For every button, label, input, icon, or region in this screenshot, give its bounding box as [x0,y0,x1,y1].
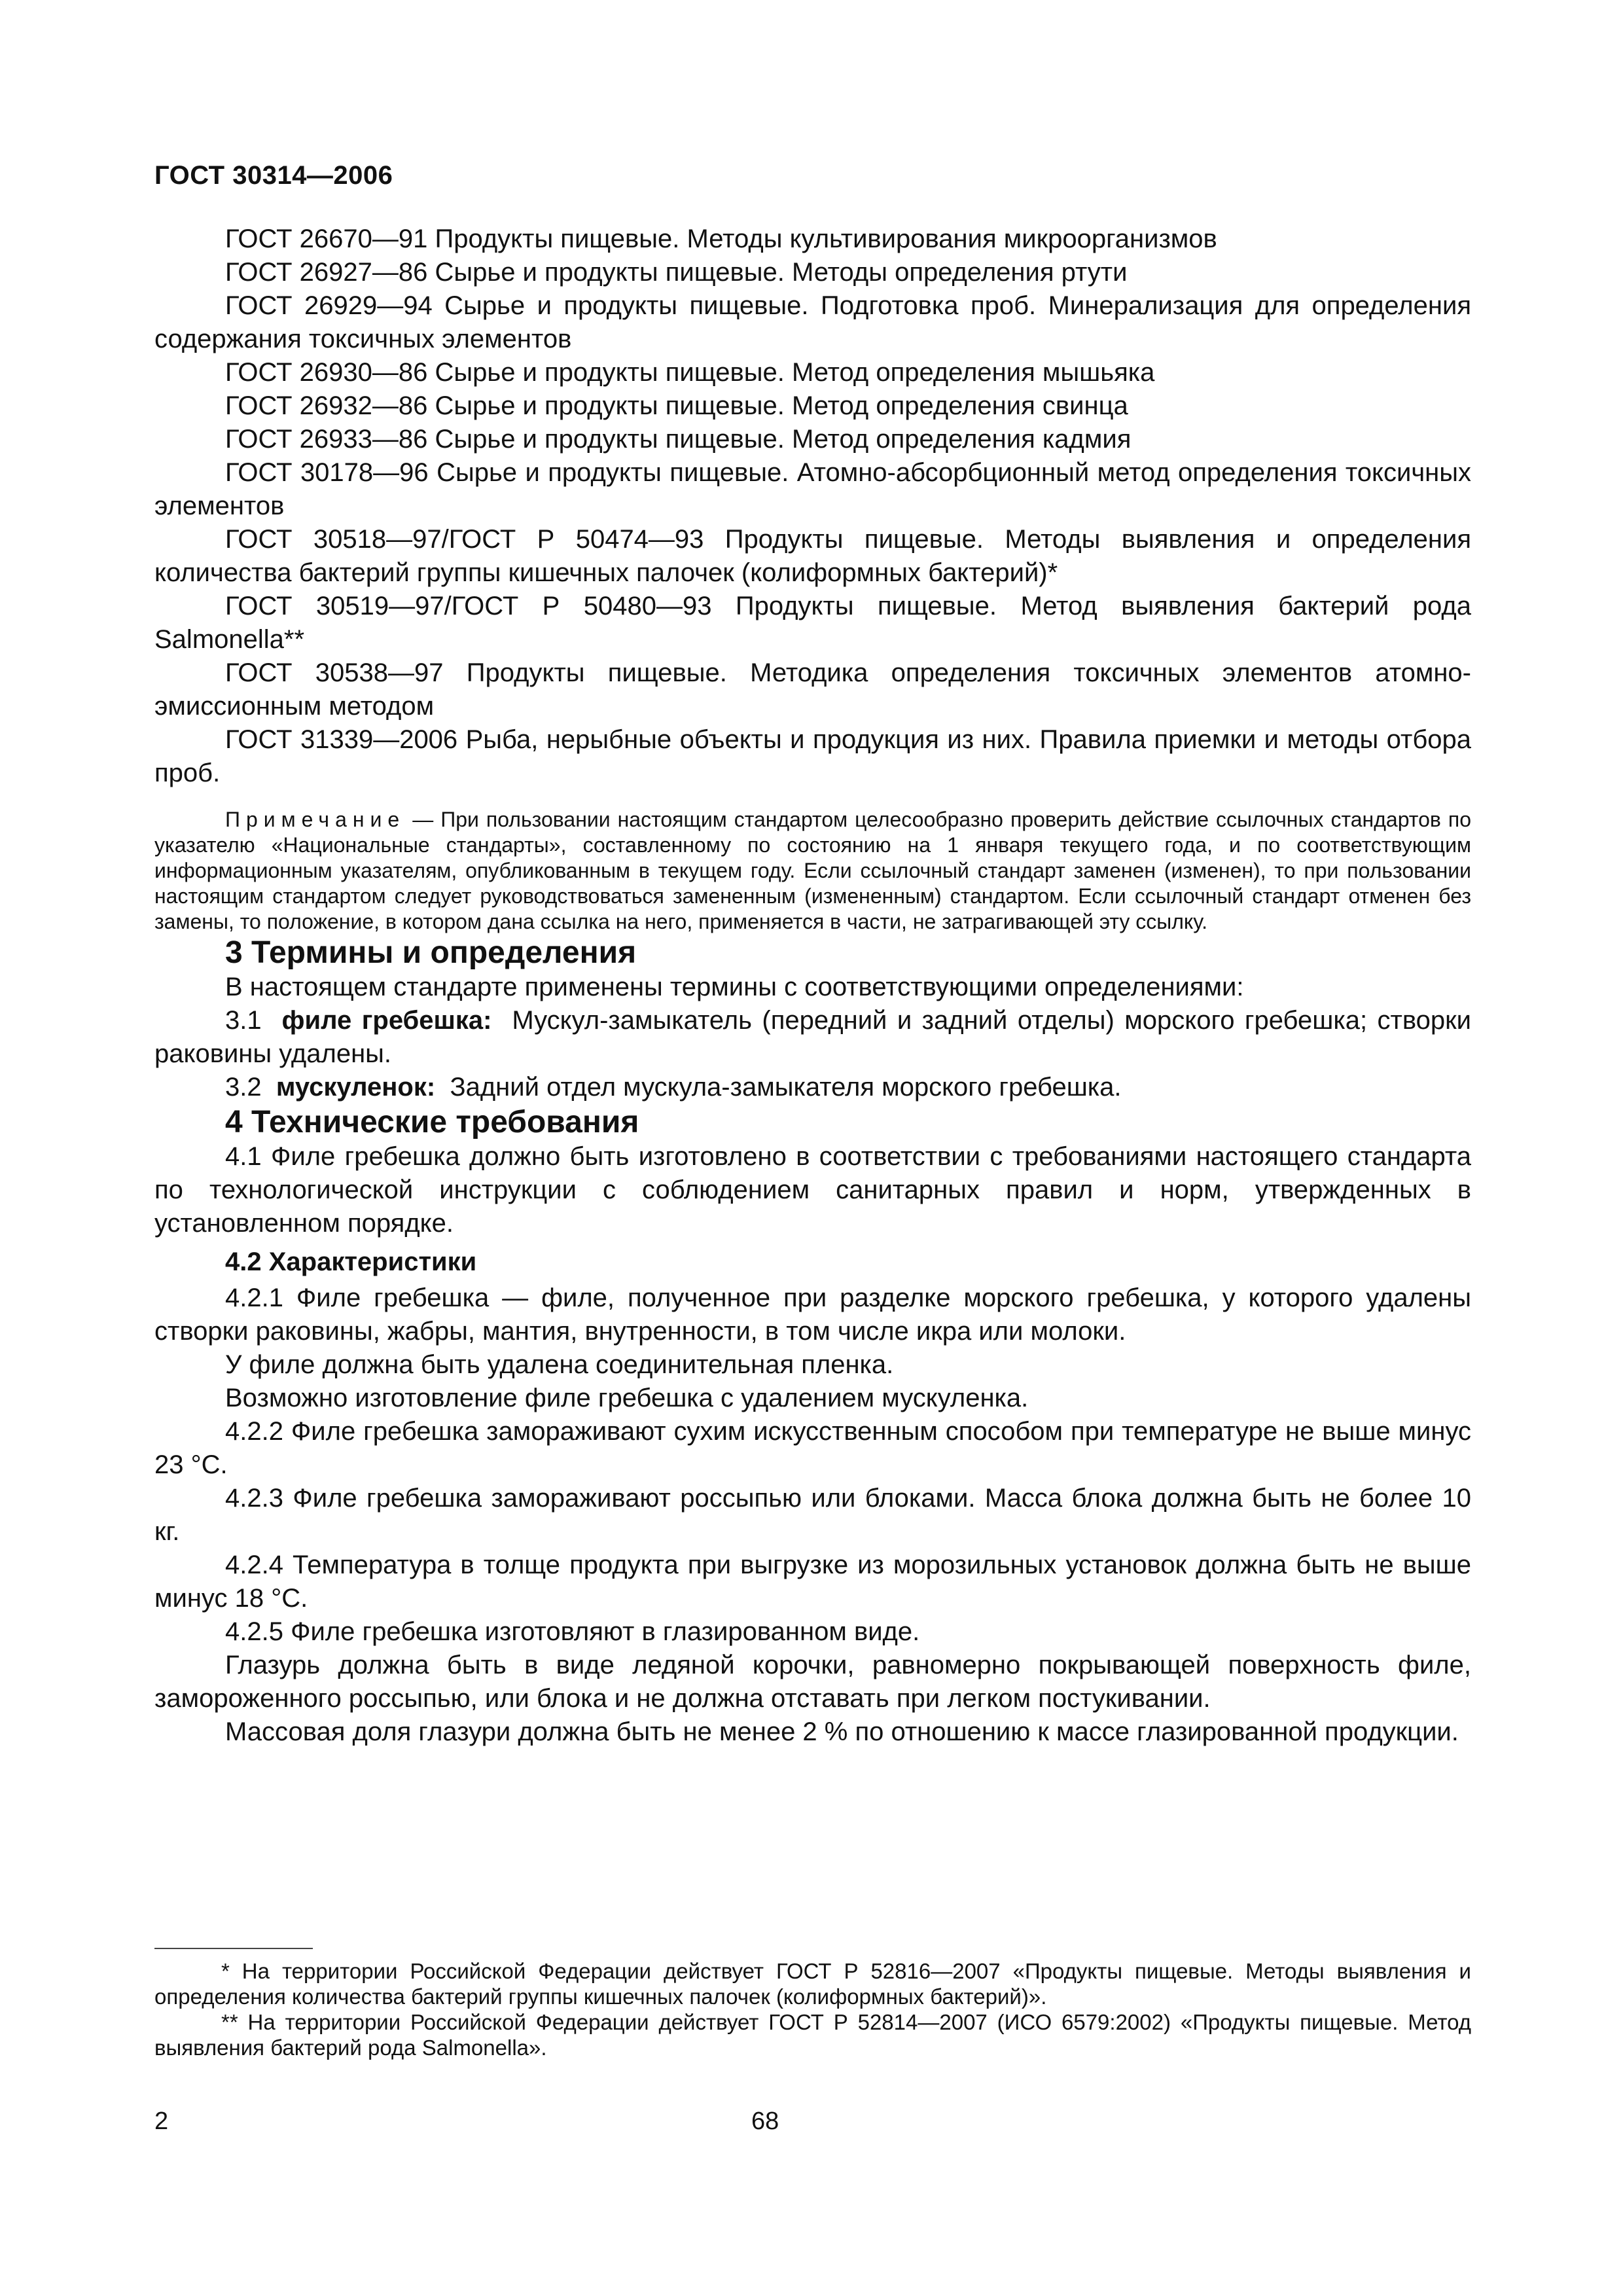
reference-item: ГОСТ 26933—86 Сырье и продукты пищевые. Метод определения кадмия [225,425,1132,454]
normative-references-list [154,223,1471,790]
note-paragraph [154,807,1471,935]
term-name: филе гребешка: [281,1006,492,1035]
footnotes [154,1958,1471,2060]
clause-paragraph: Глазурь должна быть в виде ледяной корочки, равномерно покрывающей поверхность филе, замороженного россыпью, или блока и не должна отставать при легком постукивании. [154,1651,1471,1713]
clause-4-2-2: 4.2.2 Филе гребешка замораживают сухим искусственным способом при температуре не выше минус 23 °С. [154,1417,1471,1479]
reference-item: ГОСТ 26930—86 Сырье и продукты пищевые. Метод определения мышьяка [225,358,1155,387]
term-definition [154,1004,1471,1071]
document-code-header: ГОСТ 30314—2006 [154,161,393,190]
section-4-title: 4 Технические требования [225,1105,639,1139]
clause-paragraph: У филе должна быть удалена соединительная пленка. [225,1350,894,1379]
section-3-intro: В настоящем стандарте применены термины с соответствующими определениями: [225,973,1244,1001]
note-text: — При пользовании настоящим стандартом целесообразно проверить действие ссылочных стандартов по указателю «Национальные стандарты», составленному по состоянию на 1 января текущего года, и по соответствующим информационным указателям, опубликованным в текущем году. Если ссылочный стандарт заменен (изменен), то при пользовании настоящим стандартом следует руководствоваться замененным (измененным) стандартом. Если ссылочный стандарт отменен без замены, то положение, в котором дана ссылка на него, применяется в части, не затрагивающей эту ссылку. [154,808,1472,933]
clause-paragraph: Массовая доля глазури должна быть не менее 2 % по отношению к массе глазированной продукции. [225,1717,1459,1746]
term-name: мускуленок: [276,1073,436,1102]
term-number: 3.1 [225,1006,262,1035]
subsection-4-2-title: 4.2 Характеристики [225,1247,477,1276]
footnote: ** На территории Российской Федерации действует ГОСТ Р 52814—2007 (ИСО 6579:2002) «Продукты пищевые. Метод выявления бактерий рода Salmonella». [154,2010,1471,2060]
term-description: Мускул-замыкатель (передний и задний отделы) морского гребешка; створки раковины удалены. [154,1006,1471,1068]
clause-4-2-5: 4.2.5 Филе гребешка изготовляют в глазированном виде. [225,1617,920,1646]
footnote-divider [154,1948,313,1949]
page-number-center: 68 [751,2108,779,2135]
clause-4-1: 4.1 Филе гребешка должно быть изготовлено в соответствии с требованиями настоящего стандарта по технологической инструкции с соблюдением санитарных правил и норм, утвержденных в установленном порядке. [154,1142,1471,1238]
reference-item: ГОСТ 26932—86 Сырье и продукты пищевые. Метод определения свинца [225,391,1128,420]
reference-item: ГОСТ 30519—97/ГОСТ Р 50480—93 Продукты пищевые. Метод выявления бактерий рода Salmonella** [154,592,1471,654]
reference-item: ГОСТ 31339—2006 Рыба, нерыбные объекты и продукция из них. Правила приемки и методы отбора проб. [154,725,1471,787]
clause-4-2-3: 4.2.3 Филе гребешка замораживают россыпью или блоками. Масса блока должна быть не более 10 кг. [154,1484,1471,1546]
term-number: 3.2 [225,1073,262,1102]
term-description: Задний отдел мускула-замыкателя морского гребешка. [450,1073,1122,1102]
reference-item: ГОСТ 30178—96 Сырье и продукты пищевые. Атомно-абсорбционный метод определения токсичных элементов [154,458,1471,520]
term-definition [154,1071,1471,1104]
clause-paragraph: Возможно изготовление филе гребешка с удалением мускуленка. [225,1384,1029,1412]
page-number-left: 2 [154,2108,169,2135]
note-label: Примечание [225,808,406,831]
clause-4-2-1: 4.2.1 Филе гребешка — филе, полученное при разделке морского гребешка, у которого удалены створки раковины, жабры, мантия, внутренности, в том числе икра или молоки. [154,1283,1471,1346]
reference-item: ГОСТ 30538—97 Продукты пищевые. Методика определения токсичных элементов атомно-эмиссионным методом [154,658,1471,721]
section-3-title: 3 Термины и определения [225,935,637,970]
reference-item: ГОСТ 26927—86 Сырье и продукты пищевые. Методы определения ртути [225,258,1128,287]
document-body [154,223,1471,1749]
clause-4-2-4: 4.2.4 Температура в толще продукта при выгрузке из морозильных установок должна быть не выше минус 18 °С. [154,1551,1471,1613]
reference-item: ГОСТ 26929—94 Сырье и продукты пищевые. Подготовка проб. Минерализация для определения содержания токсичных элементов [154,291,1471,353]
reference-item: ГОСТ 30518—97/ГОСТ Р 50474—93 Продукты пищевые. Методы выявления и определения количества бактерий группы кишечных палочек (колиформных бактерий)* [154,525,1471,587]
footnote: * На территории Российской Федерации действует ГОСТ Р 52816—2007 «Продукты пищевые. Методы выявления и определения количества бактерий группы кишечных палочек (колиформных бактерий)». [154,1959,1471,2009]
reference-item: ГОСТ 26670—91 Продукты пищевые. Методы культивирования микроорганизмов [225,224,1217,253]
